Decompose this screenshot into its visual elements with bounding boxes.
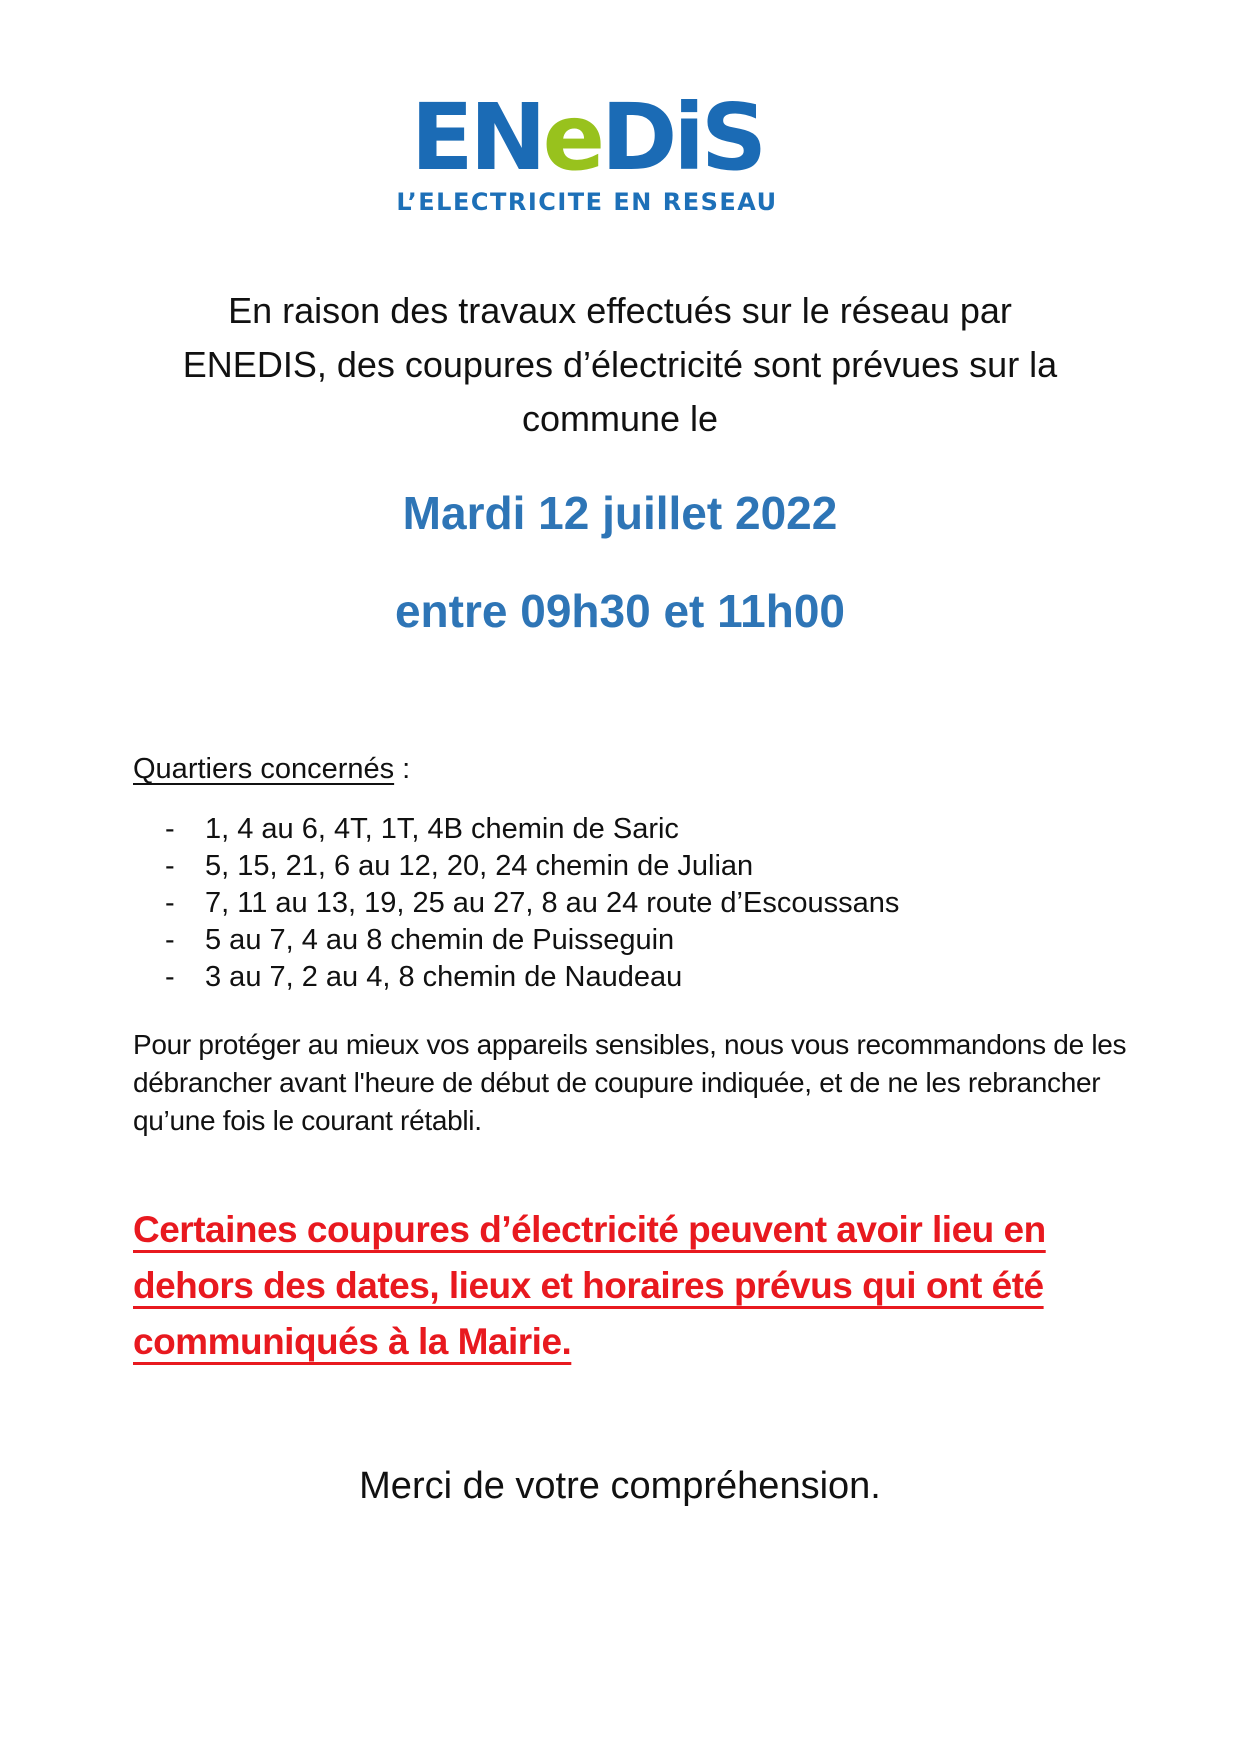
quartiers-label: Quartiers concernés bbox=[133, 753, 395, 785]
intro-line-2: ENEDIS, des coupures d’électricité sont prévues sur la bbox=[182, 344, 1058, 385]
bullet-dash: - bbox=[165, 813, 175, 845]
quartiers-colon: : bbox=[394, 753, 411, 785]
advice-paragraph bbox=[133, 1026, 1240, 1140]
logo-accent-e: e bbox=[542, 84, 602, 191]
logo-part-right: DiS bbox=[601, 84, 764, 191]
street-text: 5, 15, 21, 6 au 12, 20, 24 chemin de Julian bbox=[205, 850, 754, 882]
quartiers-heading bbox=[133, 751, 1240, 787]
closing-text: Merci de votre compréhension. bbox=[359, 1465, 881, 1507]
list-item bbox=[165, 811, 1240, 848]
street-text: 5 au 7, 4 au 8 chemin de Puisseguin bbox=[205, 924, 675, 956]
outage-date-heading: Mardi 12 juillet 2022 bbox=[402, 487, 838, 539]
bullet-dash: - bbox=[165, 924, 175, 956]
advice-line-1: Pour protéger au mieux vos appareils sensibles, nous vous recommandons de les bbox=[133, 1029, 1127, 1060]
street-text: 7, 11 au 13, 19, 25 au 27, 8 au 24 route d’Escoussans bbox=[205, 887, 900, 919]
list-item bbox=[165, 922, 1240, 959]
warning-line-2: dehors des dates, lieux et horaires prévus qui ont été bbox=[133, 1265, 1044, 1306]
bullet-dash: - bbox=[165, 961, 175, 993]
list-item bbox=[165, 885, 1240, 922]
advice-line-3: qu’une fois le courant rétabli. bbox=[133, 1105, 482, 1136]
warning-line-3: communiqués à la Mairie. bbox=[133, 1321, 572, 1362]
enedis-logo bbox=[0, 84, 1207, 216]
warning-line-1: Certaines coupures d’électricité peuvent avoir lieu en bbox=[133, 1209, 1046, 1250]
intro-paragraph bbox=[0, 284, 1240, 446]
street-list bbox=[165, 811, 1240, 996]
list-item bbox=[165, 959, 1240, 996]
outage-time-heading: entre 09h30 et 11h00 bbox=[394, 585, 846, 637]
bullet-dash: - bbox=[165, 887, 175, 919]
enedis-wordmark bbox=[0, 84, 1207, 191]
bullet-dash: - bbox=[165, 850, 175, 882]
warning-paragraph bbox=[133, 1202, 1240, 1370]
intro-line-1: En raison des travaux effectués sur le réseau par bbox=[228, 290, 1012, 331]
logo-part-left: EN bbox=[410, 84, 543, 191]
logo-tagline: L’ELECTRICITE EN RESEAU bbox=[396, 188, 778, 216]
intro-line-3: commune le bbox=[521, 398, 719, 439]
street-text: 1, 4 au 6, 4T, 1T, 4B chemin de Saric bbox=[205, 813, 679, 845]
street-text: 3 au 7, 2 au 4, 8 chemin de Naudeau bbox=[205, 961, 683, 993]
advice-line-2: débrancher avant l'heure de début de coupure indiquée, et de ne les rebrancher bbox=[133, 1067, 1101, 1098]
list-item bbox=[165, 848, 1240, 885]
